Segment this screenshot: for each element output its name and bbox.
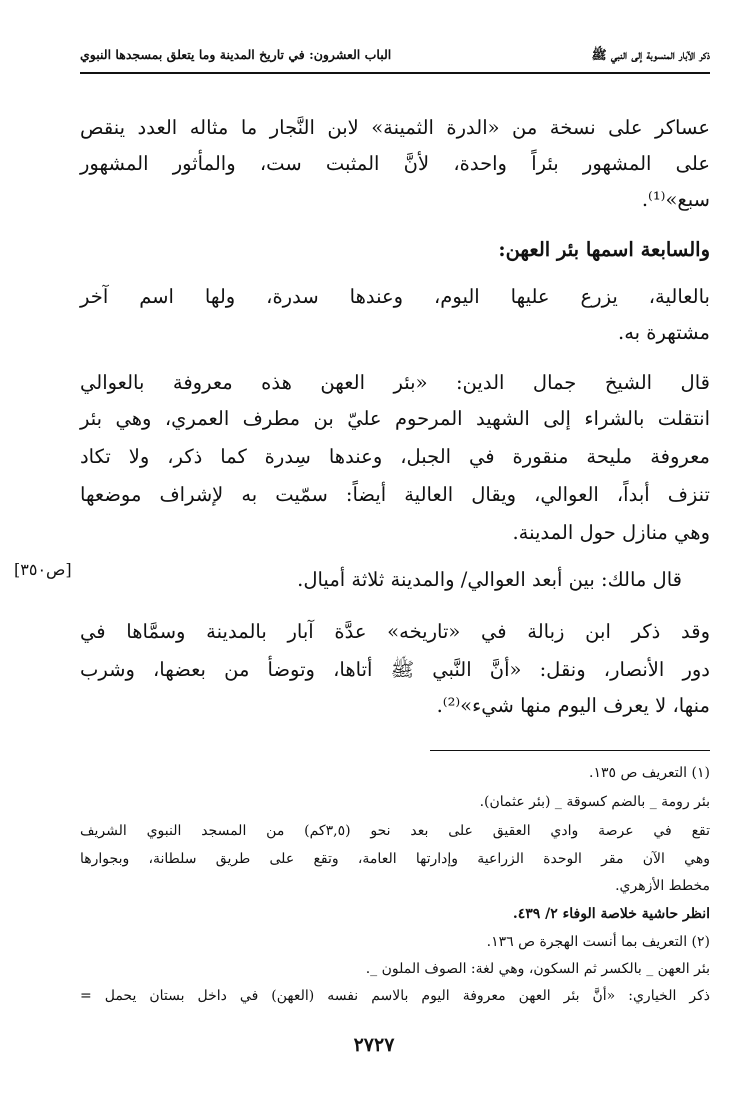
footnote-line: بئر العهن _ بالكسر ثم السكون، وهي لغة: الصوف الملون _.: [365, 961, 710, 977]
footnote-line: وهي الآن مقر الوحدة الزراعية وإدارتها العامة، وتقع على طريق سلطانة، وبجوارها: [80, 851, 710, 867]
body-line: قال الشيخ جمال الدين: «بئر العهن هذه معروفة بالعوالي: [80, 371, 710, 394]
footnote-line: انظر حاشية خلاصة الوفاء ٢/ ٤٣٩.: [512, 906, 710, 922]
body-line: سبع»⁽¹⁾.: [641, 188, 710, 211]
body-line: منها، لا يعرف اليوم منها شيء»⁽²⁾.: [436, 694, 710, 717]
body-line: تنزف أبداً، العوالي، ويقال العالية أيضاً: سمّيت به لإشراف موضعها: [80, 483, 710, 506]
running-header: [80, 44, 710, 70]
footnote-rule: [430, 750, 710, 751]
footnote-line: (١) التعريف ص ١٣٥.: [588, 765, 710, 781]
body-line: قال مالك: بين أبعد العوالي/ والمدينة ثلاثة أميال.: [297, 568, 682, 591]
body-line: وهي منازل حول المدينة.: [512, 521, 710, 544]
footnote-line: تقع في عرصة وادي العقيق على بعد نحو (٣,٥كم) من المسجد النبوي الشريف: [80, 823, 710, 839]
footnote-line: ذكر الخياري: «أنَّ بئر العهن معروفة اليوم بالاسم نفسه (العهن) في داخل بستان يحمل =: [80, 988, 710, 1004]
body-line: مشتهرة به.: [618, 321, 710, 344]
footnote-line: (٢) التعريف بما أنست الهجرة ص ١٣٦.: [486, 934, 710, 950]
header-rule: [80, 72, 710, 74]
body-line: دور الأنصار، ونقل: «أنَّ النَّبي ﷺ أتاها، وتوضأ من بعضها، وشرب: [80, 658, 710, 681]
section-heading: والسابعة اسمها بئر العهن:: [498, 238, 710, 261]
body-line: على المشهور بئراً واحدة، لأنَّ المثبت ست، والمأثور المشهور: [80, 152, 710, 175]
footnote-line: مخطط الأزهري.: [615, 878, 710, 894]
body-line: معروفة مليحة منقورة في الجبل، وعندها سِدرة كما ذكر، ولا تكاد: [80, 445, 710, 468]
body-line: انتقلت بالشراء إلى الشهيد المرحوم عليّ بن مطرف العمري، وهي بئر: [80, 407, 710, 430]
body-line: عساكر على نسخة من «الدرة الثمينة» لابن النَّجار ما مثاله العدد ينقص: [80, 116, 710, 139]
page-number: ٢٧٢٧: [353, 1034, 395, 1056]
page-reference-note: [ص٣٥٠]: [14, 560, 72, 579]
body-line: بالعالية، يزرع عليها اليوم، وعندها سدرة، ولها اسم آخر: [80, 285, 710, 308]
book-title: ذكر الآبار المنسوبة إلى النبي ﷺ: [591, 47, 710, 62]
body-line: وقد ذكر ابن زبالة في «تاريخه» عدَّة آبار بالمدينة وسمَّاها في: [80, 620, 710, 643]
footnote-line: بئر رومة _ بالضم كسوقة _ (بئر عثمان).: [479, 794, 710, 810]
chapter-title: الباب العشرون: في تاريخ المدينة وما يتعلق بمسجدها النبوي: [80, 47, 392, 62]
